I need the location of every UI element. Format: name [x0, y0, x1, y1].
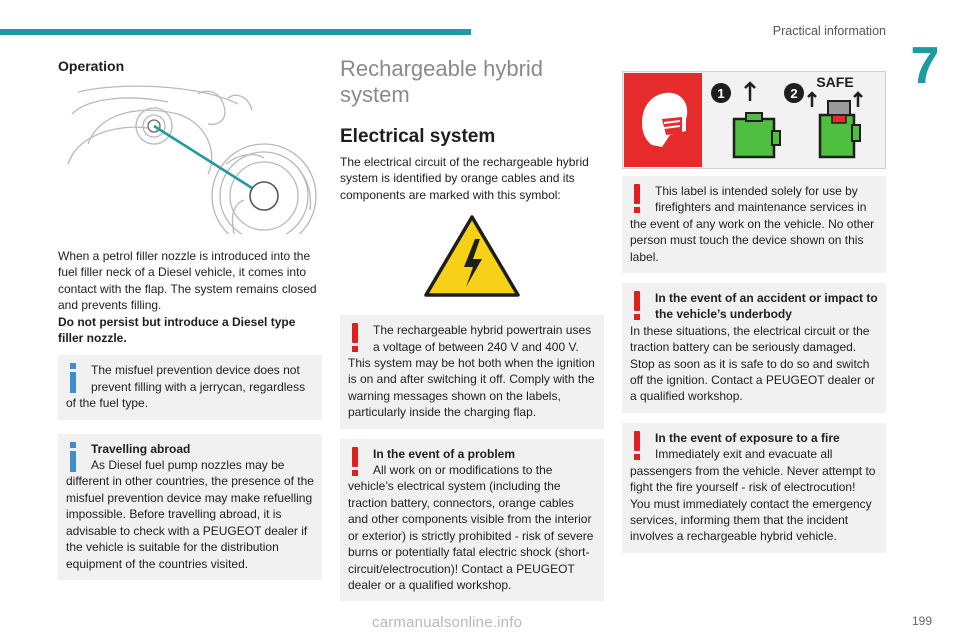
- warning-voltage-line1: The rechargeable hybrid powertrain uses a voltage of between 240 V and 400 V.: [373, 323, 592, 354]
- info-jerrycan-rest: of the fuel type.: [66, 396, 149, 411]
- operation-heading: Operation: [58, 58, 125, 74]
- high-voltage-warning-icon: [340, 213, 604, 301]
- firefighter-safety-label: [622, 71, 886, 169]
- warning-accident-title: In the event of an accident or impact to the vehicle’s underbody: [655, 291, 878, 322]
- warning-icon: [348, 323, 362, 353]
- warning-box-problem: [340, 439, 604, 602]
- warning-icon: [630, 431, 644, 461]
- warning-box-fire: [622, 423, 886, 553]
- warning-problem-rest: vehicle’s electrical system (including the traction battery, connectors, orange cables and other components visible from the interior or exterior) is strictly prohibited - risk of severe burns or potentially fatal electric shock (short-circuit/electrocution)! Contact a PEUGEOT dealer or a qualified workshop.: [348, 479, 594, 592]
- step-2-number: 2: [790, 86, 798, 101]
- electrical-paragraph: The electrical circuit of the rechargeable hybrid system is identified by orange cables and its components are marked with this symbol:: [340, 155, 589, 202]
- warning-accident-rest: In these situations, the electrical circuit or the traction battery can be seriously damaged. Stop as soon as it is safe to do so and switch off the ignition. Contact a PEUGEOT dealer or a qualified workshop.: [630, 323, 876, 404]
- warning-icon: [348, 447, 362, 477]
- info-travel-rest: different in other countries, the presence of the misfuel prevention device may make refuelling impossible. Before travelling abroad, it is advisable to check with a PEUGEOT dealer if the vehicle is suitable for the distribution equipment of the countries visited.: [66, 474, 314, 571]
- warning-box-accident: [622, 283, 886, 413]
- step-1-device: [734, 119, 774, 157]
- info-travel-line1: As Diesel fuel pump nozzles may be: [91, 458, 285, 473]
- safe-text: SAFE: [816, 74, 854, 90]
- column-labels: [622, 54, 886, 553]
- warning-box-label: [622, 176, 886, 273]
- warning-problem-line1: All work on or modifications to the: [373, 463, 553, 478]
- section-title: Practical information: [772, 24, 886, 38]
- electrical-system-heading: Electrical system: [340, 126, 496, 147]
- info-icon: [66, 442, 80, 472]
- filler-neck-illustration: [58, 84, 322, 234]
- chapter-number: 7: [910, 37, 940, 95]
- watermark: carmanualsonline.info: [372, 614, 523, 631]
- warning-fire-rest: passengers from the vehicle. Never attempt to fight the fire yourself - risk of electrocution! You must immediately contact the emergency services, informing them that the incident involves a rechargeable hybrid vehicle.: [630, 463, 876, 544]
- info-travel-title: Travelling abroad: [91, 441, 191, 456]
- info-box-jerrycan: [58, 355, 322, 419]
- info-icon: [66, 363, 80, 393]
- info-box-travel: [58, 434, 322, 580]
- hybrid-system-heading: Rechargeable hybrid system: [340, 56, 544, 107]
- column-hybrid: [340, 54, 604, 601]
- warning-box-voltage: [340, 315, 604, 428]
- warning-voltage-rest: This system may be hot both when the ignition is on and after switching it off. Comply with the warning messages shown on the labels, particularly inside the charging flap.: [348, 356, 595, 420]
- warning-fire-line1: Immediately exit and evacuate all: [655, 447, 833, 462]
- warning-label-line1: This label is intended solely for use by firefighters and maintenance services in: [655, 184, 867, 215]
- warning-fire-title: In the event of exposure to a fire: [655, 430, 840, 445]
- warning-icon: [630, 184, 644, 214]
- column-misfuel: [58, 54, 322, 580]
- warning-label-rest: the event of any work on the vehicle. No other person must touch the device shown on this label.: [630, 216, 875, 264]
- warning-problem-title: In the event of a problem: [373, 446, 516, 461]
- page-number: 199: [911, 614, 932, 628]
- info-jerrycan-line1: The misfuel prevention device does not prevent filling with a jerrycan, regardless: [91, 363, 306, 394]
- header-accent-bar: [0, 29, 471, 35]
- warning-icon: [630, 291, 644, 321]
- step-1-number: 1: [717, 86, 725, 101]
- operation-bold-note: Do not persist but introduce a Diesel type filler nozzle.: [58, 314, 296, 346]
- operation-paragraph: When a petrol filler nozzle is introduced into the fuel filler neck of a Diesel vehicle, it comes into contact with the flap. The system remains closed and prevents filling.: [58, 249, 317, 313]
